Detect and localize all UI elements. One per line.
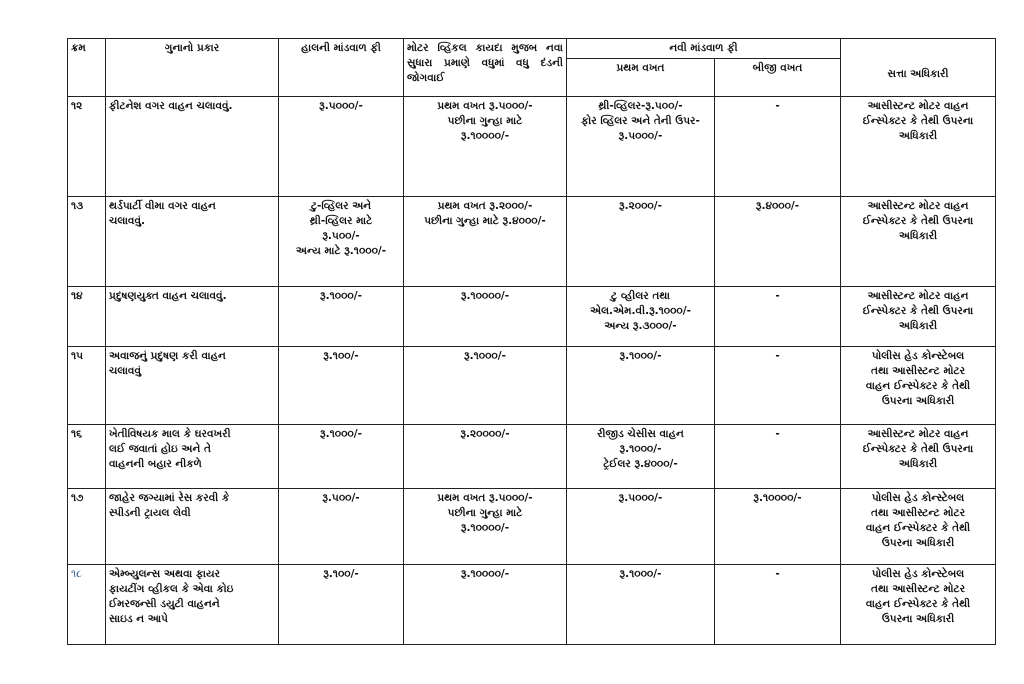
compounding-fee-table (67, 38, 996, 645)
first-time-fee-line: રૂ.૧૦૦૦/- (619, 350, 662, 362)
first-time-fee-cell (567, 97, 715, 197)
offence-cell (106, 347, 279, 425)
authority-line: તથા આસીસ્ટન્ટ મોટર (871, 365, 966, 377)
authority-line: ઈન્સ્પેક્ટર કે તેથી ઉપરના (862, 443, 974, 455)
offence-cell (106, 97, 279, 197)
authority-cell (841, 97, 996, 197)
mv-act-max-cell (404, 197, 567, 287)
mv-act-max-line: પછીના ગુન્હા માટે રૂ.૪૦૦૦/- (424, 215, 546, 227)
table-row (68, 425, 996, 489)
table-row (68, 565, 996, 645)
mv-act-max-line: પછીના ગુન્હા માટે (447, 507, 523, 519)
serial-cell (68, 565, 106, 645)
first-time-fee-line: એલ.એમ.વી.રૂ.૧૦૦૦/- (590, 305, 691, 317)
offence-line: ઈમરજન્સી ડયુટી વાહનને (109, 598, 220, 610)
first-time-fee-cell (567, 425, 715, 489)
mv-act-max-line: રૂ.૧૦૦૦૦/- (460, 568, 510, 580)
second-time-fee-line: - (775, 350, 780, 362)
current-fee-line: રૂ.૧૦૦૦/- (320, 290, 362, 302)
authority-line: અધિકારી (898, 320, 938, 332)
table-row (68, 197, 996, 287)
offence-cell (106, 425, 279, 489)
authority-line: વાહન ઈન્સ્પેક્ટર કે તેથી (865, 522, 971, 534)
serial-number: ૧૫ (71, 350, 84, 362)
mv-act-max-line: પ્રથમ વખત રૂ.૫૦૦૦/- (437, 100, 533, 112)
authority-cell (841, 425, 996, 489)
first-time-fee-cell (567, 489, 715, 565)
current-fee-line: થ્રી-વ્હિલર માટે (309, 215, 373, 227)
serial-cell (68, 347, 106, 425)
first-time-fee-line: ટ્રેઈલર રૂ.૪૦૦૦/- (603, 458, 678, 470)
offence-line: એમ્બ્યુલન્સ અથવા ફાયર (109, 568, 220, 580)
offence-line: ચલાવવું. (109, 215, 145, 227)
mv-act-max-line: રૂ.૨૦૦૦૦/- (460, 428, 510, 440)
serial-number: ૧૪ (71, 290, 83, 302)
offence-line: સાઇડ ન આપે (109, 613, 168, 625)
first-time-fee-line: રૂ.૫૦૦૦/- (618, 492, 663, 504)
mv-act-max-cell (404, 347, 567, 425)
mv-act-max-cell (404, 287, 567, 347)
mv-act-max-line: રૂ.૧૦૦૦૦/- (460, 130, 510, 142)
current-fee-line: અન્ય માટે રૂ.૧૦૦૦/- (295, 245, 387, 257)
offence-line: લઈ જવાતાં હોઇ અને તે (109, 443, 211, 455)
table-row (68, 489, 996, 565)
second-time-fee-cell (715, 287, 841, 347)
authority-line: આસીસ્ટન્ટ મોટર વાહન (867, 100, 969, 112)
mv-act-max-line: પછીના ગુન્હા માટે (447, 115, 523, 127)
authority-cell (841, 565, 996, 645)
authority-line: ઈન્સ્પેક્ટર કે તેથી ઉપરના (862, 115, 974, 127)
current-fee-cell (279, 489, 404, 565)
first-time-fee-cell (567, 287, 715, 347)
current-fee-cell (279, 97, 404, 197)
table-row (68, 97, 996, 197)
offence-cell (106, 489, 279, 565)
authority-cell (841, 347, 996, 425)
first-time-fee-line: રીજીડ ચેસીસ વાહન (597, 428, 684, 440)
offence-line: વાહનની બહાર નીકળે (109, 458, 202, 470)
current-fee-line: રૂ.૫૦૦/- (322, 492, 360, 504)
offence-cell (106, 565, 279, 645)
authority-line: આસીસ્ટન્ટ મોટર વાહન (867, 290, 969, 302)
offence-cell (106, 197, 279, 287)
current-fee-cell (279, 425, 404, 489)
table-body (68, 97, 996, 645)
second-time-fee-line: રૂ.૪૦૦૦/- (755, 200, 800, 212)
authority-line: ઈન્સ્પેક્ટર કે તેથી ઉપરના (862, 305, 974, 317)
authority-line: ઉપરના અધિકારી (881, 537, 955, 549)
offence-line: ચલાવવું (109, 365, 141, 377)
current-fee-line: રૂ.૫૦૦૦/- (319, 100, 363, 112)
header-authority: સત્તા અધિકારી (841, 39, 996, 97)
mv-act-max-line: પ્રથમ વખત રૂ.૫૦૦૦/- (437, 492, 533, 504)
header-mv-act-max: મોટર વ્હિકલ કાયદા મુજબ નવા સુધારા પ્રમાણે વધુમાં વધુ દંડની જોગવાઈ (404, 39, 567, 97)
current-fee-cell (279, 347, 404, 425)
current-fee-cell (279, 197, 404, 287)
current-fee-cell (279, 565, 404, 645)
offence-line: થર્ડપાર્ટી વીમા વગર વાહન (109, 200, 216, 212)
current-fee-line: રૂ.૧૦૦/- (323, 350, 359, 362)
fine-table-page (67, 38, 995, 645)
first-time-fee-line: રૂ.૧૦૦૦/- (619, 443, 662, 455)
header-new-fee: નવી માંડવાળ ફી (567, 39, 841, 59)
mv-act-max-cell (404, 565, 567, 645)
header-row-1 (68, 39, 996, 59)
serial-cell (68, 197, 106, 287)
offence-line: ફીટનેશ વગર વાહન ચલાવવું. (109, 100, 233, 112)
offence-cell (106, 287, 279, 347)
offence-line: ફાયટીંગ વ્હીકલ કે એવા કોઇ (109, 583, 234, 595)
mv-act-max-line: રૂ.૧૦૦૦૦/- (460, 522, 510, 534)
table-row (68, 287, 996, 347)
mv-act-max-cell (404, 97, 567, 197)
first-time-fee-line: થ્રી-વ્હિલર-રૂ.૫૦૦/- (598, 100, 683, 112)
second-time-fee-cell (715, 347, 841, 425)
header-offence: ગુનાનો પ્રકાર (106, 39, 279, 97)
authority-line: તથા આસીસ્ટન્ટ મોટર (871, 507, 966, 519)
authority-line: આસીસ્ટન્ટ મોટર વાહન (867, 428, 969, 440)
serial-number: ૧૨ (71, 100, 83, 112)
offence-line: જાહેર જગ્યામાં રેસ કરવી કે (109, 492, 230, 504)
current-fee-line: ટુ-વ્હિલર અને (310, 200, 372, 212)
authority-line: પોલીસ હેડ કોન્સ્ટેબલ (871, 568, 965, 580)
second-time-fee-cell (715, 565, 841, 645)
second-time-fee-line: રૂ.૧૦૦૦૦/- (753, 492, 802, 504)
header-serial: ક્રમ (68, 39, 106, 97)
second-time-fee-cell (715, 425, 841, 489)
second-time-fee-line: - (775, 428, 780, 440)
header-second-time: બીજી વખત (715, 59, 841, 97)
first-time-fee-line: રૂ.૧૦૦૦/- (619, 568, 662, 580)
current-fee-cell (279, 287, 404, 347)
authority-line: પોલીસ હેડ કોન્સ્ટેબલ (871, 350, 965, 362)
second-time-fee-line: - (775, 568, 780, 580)
mv-act-max-line: રૂ.૧૦૦૦૦/- (460, 290, 510, 302)
serial-cell (68, 425, 106, 489)
serial-number: ૧૮ (71, 568, 82, 580)
first-time-fee-line: ટુ વ્હીલર તથા (611, 290, 670, 302)
first-time-fee-line: અન્ય રૂ.૩૦૦૦/- (604, 320, 677, 332)
authority-line: વાહન ઈન્સ્પેક્ટર કે તેથી (865, 380, 971, 392)
authority-line: પોલીસ હેડ કોન્સ્ટેબલ (871, 492, 965, 504)
authority-line: ઈન્સ્પેક્ટર કે તેથી ઉપરના (862, 215, 974, 227)
authority-line: ઉપરના અધિકારી (881, 613, 955, 625)
serial-cell (68, 97, 106, 197)
first-time-fee-line: રૂ.૫૦૦૦/- (618, 130, 663, 142)
serial-number: ૧૭ (71, 492, 84, 504)
current-fee-line: રૂ.૫૦૦/- (322, 230, 360, 242)
offence-line: ખેતીવિષયક માલ કે ઘરવખરી (109, 428, 231, 440)
authority-cell (841, 197, 996, 287)
serial-cell (68, 489, 106, 565)
mv-act-max-line: પ્રથમ વખત રૂ.૨૦૦૦/- (437, 200, 533, 212)
first-time-fee-cell (567, 347, 715, 425)
authority-cell (841, 489, 996, 565)
second-time-fee-cell (715, 489, 841, 565)
header-current-fee: હાલની માંડવાળ ફી (279, 39, 404, 97)
serial-cell (68, 287, 106, 347)
authority-line: આસીસ્ટન્ટ મોટર વાહન (867, 200, 969, 212)
second-time-fee-line: - (775, 290, 780, 302)
offence-line: પ્રદુષણયુક્ત વાહન ચલાવવું. (109, 290, 227, 302)
table-row (68, 347, 996, 425)
authority-line: તથા આસીસ્ટન્ટ મોટર (871, 583, 966, 595)
first-time-fee-line: ફોર વ્હિલર અને તેની ઉપર- (581, 115, 700, 127)
first-time-fee-cell (567, 565, 715, 645)
authority-line: અધિકારી (898, 458, 938, 470)
header-first-time: પ્રથમ વખત (567, 59, 715, 97)
authority-line: ઉપરના અધિકારી (881, 395, 955, 407)
offence-line: સ્પીડની ટ્રાયલ લેવી (109, 507, 191, 519)
current-fee-line: રૂ.૧૦૦/- (323, 568, 359, 580)
authority-line: અધિકારી (898, 130, 938, 142)
first-time-fee-cell (567, 197, 715, 287)
serial-number: ૧૩ (71, 200, 84, 212)
second-time-fee-cell (715, 197, 841, 287)
second-time-fee-cell (715, 97, 841, 197)
mv-act-max-cell (404, 425, 567, 489)
authority-cell (841, 287, 996, 347)
authority-line: વાહન ઈન્સ્પેક્ટર કે તેથી (865, 598, 971, 610)
mv-act-max-cell (404, 489, 567, 565)
first-time-fee-line: રૂ.૨૦૦૦/- (619, 200, 662, 212)
serial-number: ૧૬ (71, 428, 83, 440)
second-time-fee-line: - (775, 100, 780, 112)
current-fee-line: રૂ.૧૦૦૦/- (320, 428, 362, 440)
authority-line: અધિકારી (898, 230, 938, 242)
mv-act-max-line: રૂ.૧૦૦૦/- (464, 350, 506, 362)
offence-line: અવાજનું પ્રદુષણ કરી વાહન (109, 350, 226, 362)
